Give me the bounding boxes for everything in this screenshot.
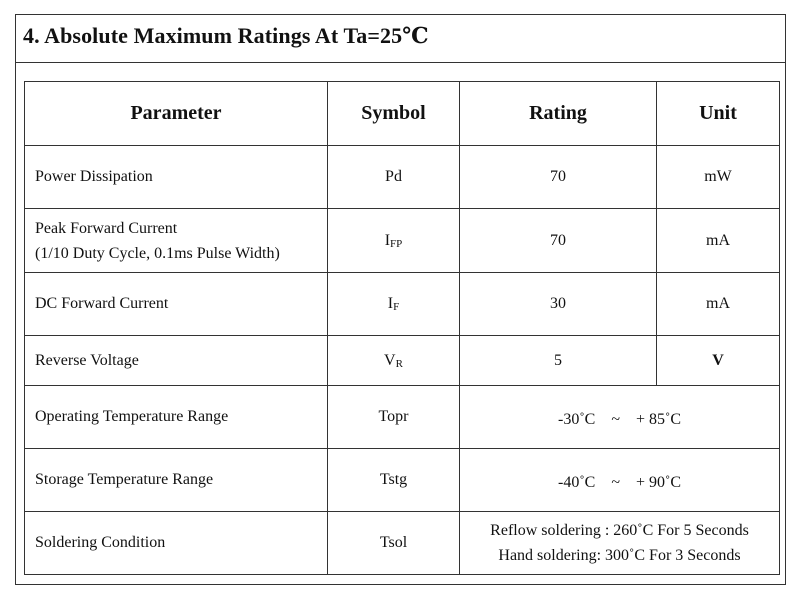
cell-rating-range: -30˚C ~ + 85˚C bbox=[460, 386, 780, 449]
cell-symbol bbox=[328, 449, 460, 512]
cell-rating: 70 bbox=[460, 146, 657, 209]
symbol-main: Tstg bbox=[379, 471, 408, 488]
header-rating: Rating bbox=[460, 82, 657, 146]
symbol-subscript: R bbox=[395, 357, 403, 370]
cell-rating-range: -40˚C ~ + 90˚C bbox=[460, 449, 780, 512]
cell-symbol bbox=[328, 273, 460, 336]
cell-rating-soldering bbox=[460, 512, 780, 575]
table-row bbox=[25, 336, 780, 386]
cell-parameter: Storage Temperature Range bbox=[25, 449, 328, 512]
cell-parameter: Soldering Condition bbox=[25, 512, 328, 575]
table-row bbox=[25, 209, 780, 273]
cell-parameter: DC Forward Current bbox=[25, 273, 328, 336]
cell-unit: V bbox=[657, 336, 780, 386]
cell-unit: mA bbox=[657, 273, 780, 336]
symbol-main: Pd bbox=[385, 168, 402, 185]
symbol-main: Tsol bbox=[379, 534, 408, 551]
symbol-subscript: FP bbox=[390, 237, 403, 250]
table-row bbox=[25, 386, 780, 449]
symbol-main: V bbox=[384, 351, 396, 369]
cell-rating: 70 bbox=[460, 209, 657, 273]
cell-parameter: Power Dissipation bbox=[25, 146, 328, 209]
rating-line-1: Reflow soldering : 260˚C For 5 Seconds bbox=[490, 522, 749, 539]
symbol-main: Topr bbox=[378, 408, 409, 425]
document-frame bbox=[15, 14, 786, 585]
section-title: 4. Absolute Maximum Ratings At Ta=25℃ bbox=[23, 23, 429, 48]
cell-symbol bbox=[328, 146, 460, 209]
table-row bbox=[25, 273, 780, 336]
cell-symbol bbox=[328, 336, 460, 386]
cell-parameter bbox=[25, 209, 328, 273]
header-parameter: Parameter bbox=[25, 82, 328, 146]
cell-parameter: Operating Temperature Range bbox=[25, 386, 328, 449]
cell-parameter: Reverse Voltage bbox=[25, 336, 328, 386]
table-row bbox=[25, 146, 780, 209]
symbol-subscript: F bbox=[393, 301, 400, 313]
parameter-line-2: (1/10 Duty Cycle, 0.1ms Pulse Width) bbox=[35, 244, 280, 262]
absolute-maximum-ratings-table bbox=[24, 81, 780, 575]
header-unit: Unit bbox=[657, 82, 780, 146]
cell-rating: 30 bbox=[460, 273, 657, 336]
table-row bbox=[25, 449, 780, 512]
header-symbol: Symbol bbox=[328, 82, 460, 146]
cell-unit: mW bbox=[657, 146, 780, 209]
section-header bbox=[16, 15, 785, 63]
cell-rating: 5 bbox=[460, 336, 657, 386]
rating-line-2: Hand soldering: 300˚C For 3 Seconds bbox=[498, 547, 741, 564]
table-header-row bbox=[25, 82, 780, 146]
cell-symbol bbox=[328, 386, 460, 449]
table-row bbox=[25, 512, 780, 575]
symbol-main: I bbox=[387, 295, 394, 312]
cell-unit: mA bbox=[657, 209, 780, 273]
symbol-main: I bbox=[384, 231, 391, 249]
parameter-line-1: Peak Forward Current bbox=[35, 219, 178, 237]
cell-symbol bbox=[328, 512, 460, 575]
cell-symbol bbox=[328, 209, 460, 273]
